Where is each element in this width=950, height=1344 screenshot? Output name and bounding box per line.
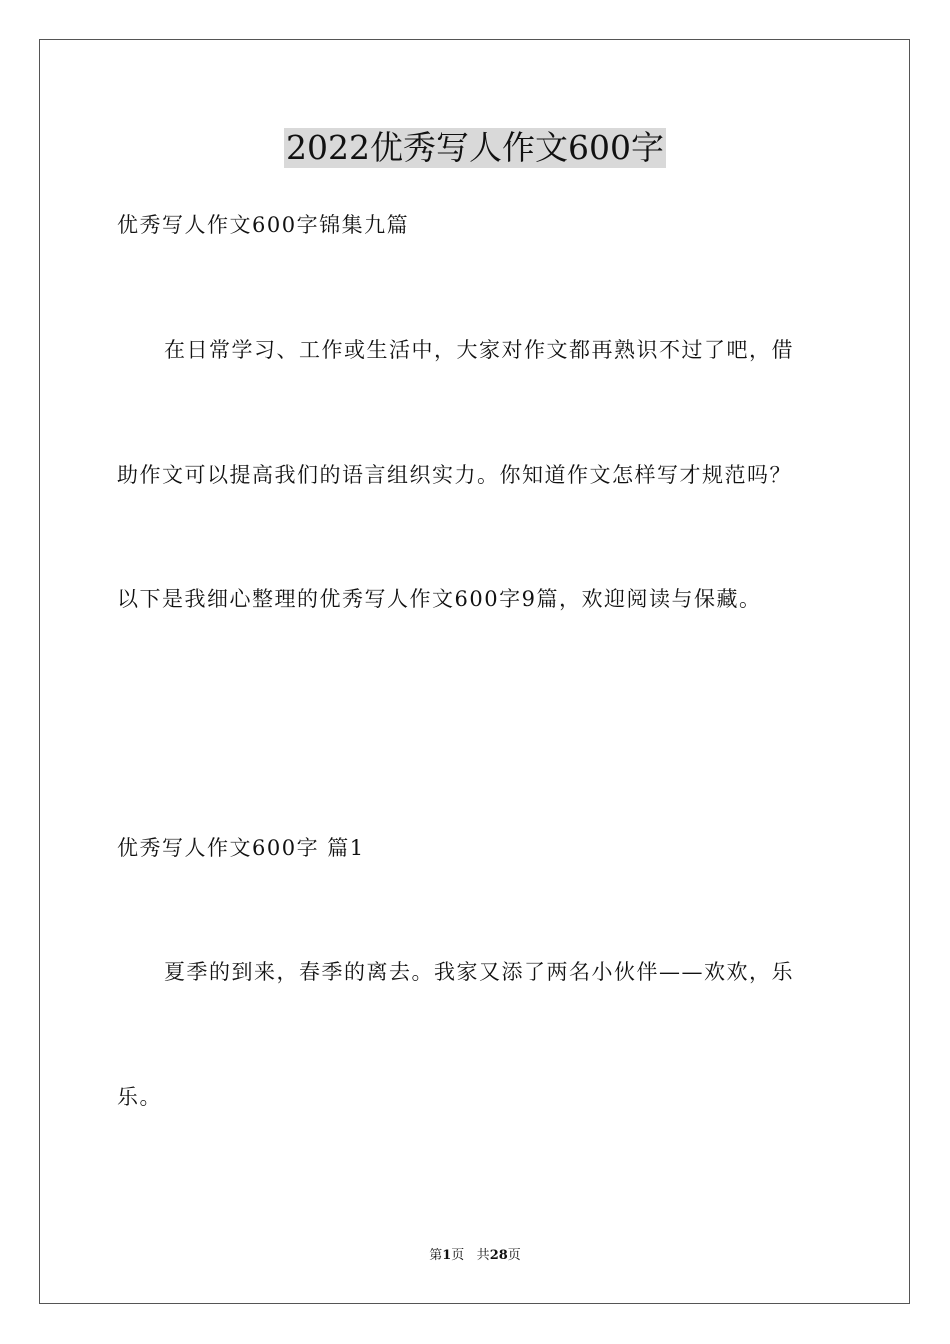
intro-line-2: 助作文可以提高我们的语言组织实力。你知道作文怎样写才规范吗？: [117, 463, 792, 487]
intro-line-3: 以下是我细心整理的优秀写人作文600字9篇，欢迎阅读与保藏。: [117, 587, 762, 611]
footer-page-number: 1: [442, 1248, 452, 1263]
footer-page-suffix: 页: [451, 1248, 465, 1263]
section-heading: 优秀写人作文600字 篇1: [117, 836, 365, 860]
title-container: [0, 128, 950, 168]
footer-total-prefix: 共: [476, 1248, 490, 1263]
intro-line-1: 在日常学习、工作或生活中，大家对作文都再熟识不过了吧，借: [164, 338, 794, 362]
page-footer: [0, 1247, 950, 1265]
section-line-1: 夏季的到来，春季的离去。我家又添了两名小伙伴——欢欢，乐: [164, 960, 794, 984]
footer-total-suffix: 页: [507, 1248, 521, 1263]
document-title: 2022优秀写人作文600字: [286, 128, 664, 167]
document-subtitle: 优秀写人作文600字锦集九篇: [117, 213, 410, 237]
footer-page-prefix: 第: [429, 1248, 443, 1263]
footer-total-pages: 28: [489, 1248, 508, 1263]
section-line-2: 乐。: [117, 1085, 162, 1109]
